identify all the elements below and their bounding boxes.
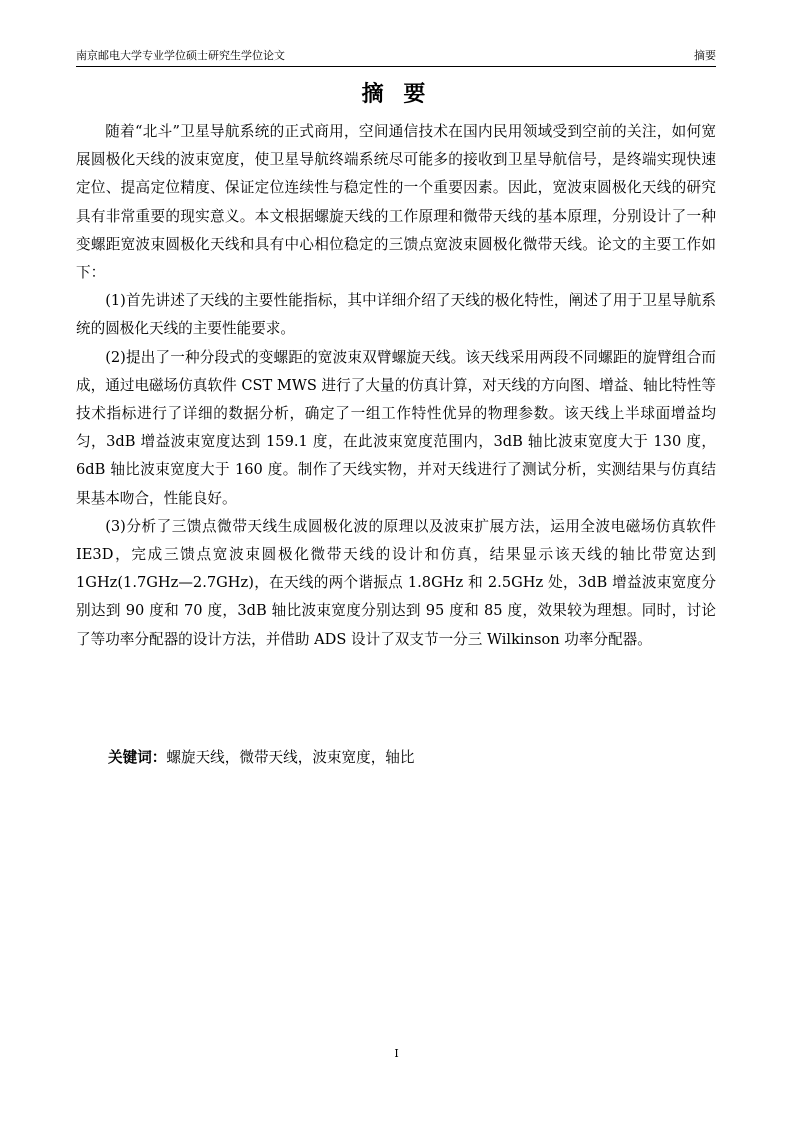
page-title: 摘 要	[361, 82, 432, 107]
keywords-label: 关键词：	[108, 749, 167, 766]
abstract-body	[76, 118, 716, 654]
abstract-paragraph-intro: 随着“北斗”卫星导航系统的正式商用，空间通信技术在国内民用领域受到空前的关注，如何宽展圆极化天线的波束宽度，使卫星导航终端系统尽可能多的接收到卫星导航信号，是终端实现快速定位、提高定位精度、保证定位连续性与稳定性的一个重要因素。因此，宽波束圆极化天线的研究具有非常重要的现实意义。本文根据螺旋天线的工作原理和微带天线的基本原理，分别设计了一种变螺距宽波束圆极化天线和具有中心相位稳定的三馈点宽波束圆极化微带天线。论文的主要工作如下：	[76, 123, 716, 282]
abstract-paragraph-1: (1)首先讲述了天线的主要性能指标，其中详细介绍了天线的极化特性，阐述了用于卫星导航系统的圆极化天线的主要性能要求。	[76, 292, 716, 338]
header-thesis-title: 南京邮电大学专业学位硕士研究生学位论文	[76, 49, 285, 62]
page-number: I	[394, 1047, 399, 1060]
abstract-paragraph-3: (3)分析了三馈点微带天线生成圆极化波的原理以及波束扩展方法，运用全波电磁场仿真软件 IE3D，完成三馈点宽波束圆极化微带天线的设计和仿真，结果显示该天线的轴比带宽达到 1GHz(1.7GHz—2.7GHz)，在天线的两个谐振点 1.8GHz 和 2.5GHz 处，3dB 增益波束宽度分别达到 90 度和 70 度，3dB 轴比波束宽度分别达到 95 度和 85 度，效果较为理想。同时，讨论了等功率分配器的设计方法，并借助 ADS 设计了双支节一分三 Wilkinson 功率分配器。	[76, 517, 716, 648]
keywords-text: 螺旋天线，微带天线，波束宽度，轴比	[166, 749, 415, 766]
page-header	[76, 48, 716, 67]
header-section-name: 摘要	[694, 49, 716, 62]
keywords-line	[108, 744, 708, 772]
abstract-paragraph-2: (2)提出了一种分段式的变螺距的宽波束双臂螺旋天线。该天线采用两段不同螺距的旋臂组合而成，通过电磁场仿真软件 CST MWS 进行了大量的仿真计算，对天线的方向图、增益、轴比特性等技术指标进行了详细的数据分析，确定了一组工作特性优异的物理参数。该天线上半球面增益均匀，3dB 增益波束宽度达到 159.1 度，在此波束宽度范围内，3dB 轴比波束宽度大于 130 度，6dB 轴比波束宽度大于 160 度。制作了天线实物，并对天线进行了测试分析，实测结果与仿真结果基本吻合，性能良好。	[76, 348, 716, 507]
